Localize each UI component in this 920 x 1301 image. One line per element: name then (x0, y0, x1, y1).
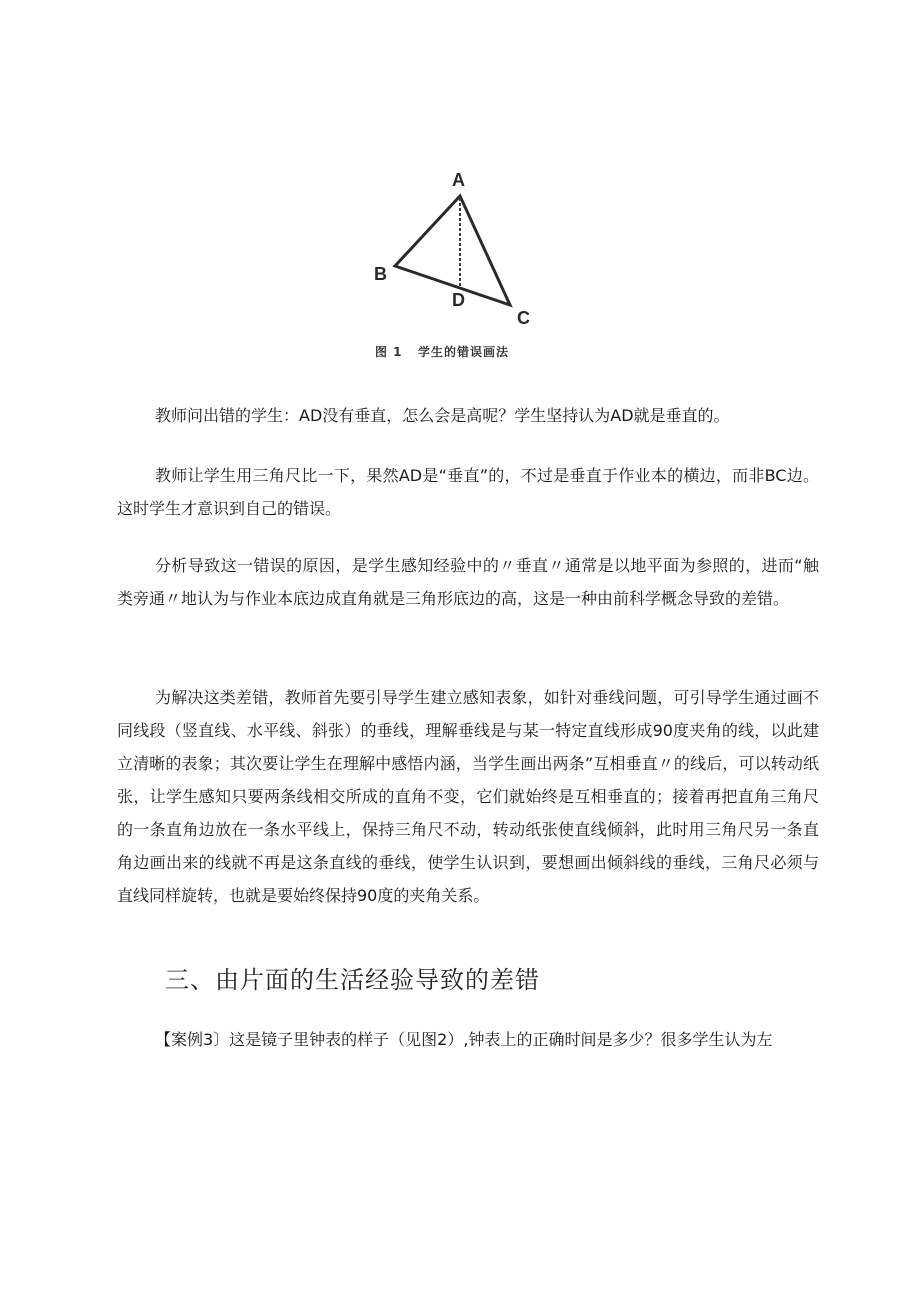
point-label-c: C (517, 308, 530, 328)
paragraph-text: 教师让学生用三角尺比一下，果然AD是“垂直”的，不过是垂直于作业本的横边，而非BC边。这时学生才意识到自己的错误。 (117, 466, 819, 518)
point-label-d: D (452, 290, 465, 310)
paragraph-text: 教师问出错的学生：AD没有垂直，怎么会是高呢？学生坚持认为AD就是垂直的。 (155, 406, 730, 425)
triangle-abc (395, 196, 510, 305)
paragraph-text: 【案例3〕这是镜子里钟表的样子（见图2）,钟表上的正确时间是多少？很多学生认为左 (155, 1030, 773, 1049)
point-label-b: B (374, 264, 387, 284)
paragraph-text: 分析导致这一错误的原因，是学生感知经验中的〃垂直〃通常是以地平面为参照的，进而“触类旁通〃地认为与作业本底边成直角就是三角形底边的高，这是一种由前科学概念导致的差错。 (117, 556, 819, 608)
triangle-diagram (360, 168, 570, 368)
point-label-a: A (452, 170, 465, 190)
figure-caption: 图 1 学生的错误画法 (375, 345, 510, 359)
paragraph-text: 为解决这类差错，教师首先要引导学生建立感知表象，如针对垂线问题，可引导学生通过画不同线段（竖直线、水平线、斜张）的垂线，理解垂线是与某一特定直线形成90度夹角的线，以此建立清晰的表象；其次要让学生在理解中感悟内涵，当学生画出两条”互相垂直〃的线后，可以转动纸张，让学生感知只要两条线相交所成的直角不变，它们就始终是互相垂直的；接着再把直角三角尺的一条直角边放在一条水平线上，保持三角尺不动，转动纸张使直线倾斜，此时用三角尺另一条直角边画出来的线就不再是这条直线的垂线，使学生认识到，要想画出倾斜线的垂线，三角尺必须与直线同样旋转，也就是要始终保持90度的夹角关系。 (117, 688, 819, 905)
paragraph-5 (117, 1023, 819, 1056)
paragraph-2 (117, 459, 819, 525)
triangle-figure (360, 168, 570, 368)
paragraph-1 (117, 399, 819, 432)
paragraph-3 (117, 549, 819, 615)
section-heading: 三、由片面的生活经验导致的差错 (165, 966, 540, 994)
paragraph-4 (117, 681, 819, 912)
